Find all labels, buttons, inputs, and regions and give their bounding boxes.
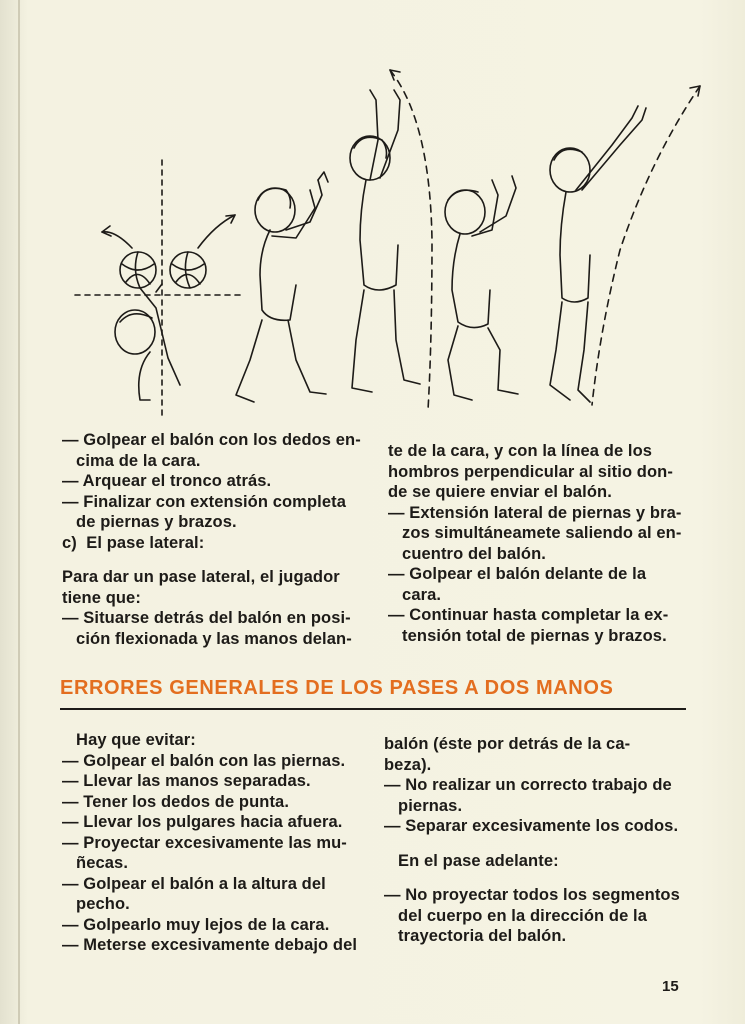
text-line: — Continuar hasta completar la ex- <box>388 606 669 624</box>
intro-text: Hay que evitar: <box>62 731 196 749</box>
text-line: de se quiere enviar el balón. <box>388 483 612 501</box>
text-line: — Golpearlo muy lejos de la cara. <box>62 915 330 934</box>
text-line: — Situarse detrás del balón en posi- <box>62 609 351 627</box>
player-figure-icon <box>350 90 420 392</box>
volleyball-pass-illustration <box>60 40 720 420</box>
player-figure-icon <box>115 284 180 400</box>
spacer <box>384 871 704 885</box>
text-line: — Golpear el balón delante de la <box>388 565 647 583</box>
text-line: — Golpear el balón con los dedos en- <box>62 431 361 449</box>
player-figure-icon <box>236 172 328 402</box>
volleyball-icon <box>120 252 156 288</box>
page-number: 15 <box>662 978 679 995</box>
bottom-right-text-column <box>384 734 704 947</box>
text-line: hombros perpendicular al sitio don- <box>388 462 673 481</box>
text-line: te de la cara, y con la línea de los <box>388 442 653 460</box>
text-line: trayectoria del balón. <box>384 927 567 945</box>
spacer <box>62 553 382 567</box>
text-line: cara. <box>388 585 442 604</box>
text-line: zos simultáneamete saliendo al en- <box>388 524 682 542</box>
text-line: — Finalizar con extensión completa <box>62 492 346 511</box>
text-line: — Golpear el balón con las piernas. <box>62 751 346 770</box>
text-line: tensión total de piernas y brazos. <box>388 626 667 645</box>
text-line: — Extensión lateral de piernas y bra- <box>388 503 682 522</box>
text-line: — Proyectar excesivamente las mu- <box>62 833 347 852</box>
text-line: — No realizar un correcto trabajo de <box>384 776 672 794</box>
top-right-text-column <box>388 441 708 646</box>
text-line: Para dar un pase lateral, el jugador <box>62 568 340 586</box>
text-line: cima de la cara. <box>62 451 201 470</box>
text-line: pecho. <box>62 895 130 913</box>
player-figure-icon <box>445 176 518 400</box>
text-line: de piernas y brazos. <box>62 513 237 531</box>
text-line: ción flexionada y las manos delan- <box>62 629 352 648</box>
text-line: — Llevar las manos separadas. <box>62 772 311 790</box>
text-line: — Tener los dedos de punta. <box>62 792 290 811</box>
text-line: — No proyectar todos los segmentos <box>384 886 680 904</box>
text-line: tiene que: <box>62 588 141 607</box>
text-line: ñecas. <box>62 854 129 872</box>
subsection-label: c) El pase lateral: <box>62 533 205 552</box>
text-line: piernas. <box>384 796 463 815</box>
text-line: beza). <box>384 755 432 774</box>
spacer <box>384 837 704 851</box>
text-line: — Arquear el tronco atrás. <box>62 472 272 490</box>
trajectory-arrow-icon <box>592 86 700 405</box>
text-line: — Golpear el balón a la altura del <box>62 874 326 893</box>
text-line: del cuerpo en la dirección de la <box>384 906 647 925</box>
trajectory-arrow-icon <box>390 70 432 410</box>
trajectory-arrow-icon <box>198 215 235 248</box>
subsection-label: En el pase adelante: <box>384 851 559 870</box>
volleyball-icon <box>170 252 206 288</box>
page-spine <box>18 0 20 1024</box>
text-line: — Separar excesivamente los codos. <box>384 817 679 835</box>
bottom-left-text-column <box>62 730 382 956</box>
top-left-text-column <box>62 430 382 649</box>
text-line: balón (éste por detrás de la ca- <box>384 735 631 753</box>
heading-rule-divider <box>60 708 686 710</box>
text-line: — Meterse excesivamente debajo del <box>62 936 358 954</box>
text-line: — Llevar los pulgares hacia afuera. <box>62 813 343 831</box>
text-line: cuentro del balón. <box>388 544 546 563</box>
section-heading: ERRORES GENERALES DE LOS PASES A DOS MANOS <box>60 677 614 699</box>
